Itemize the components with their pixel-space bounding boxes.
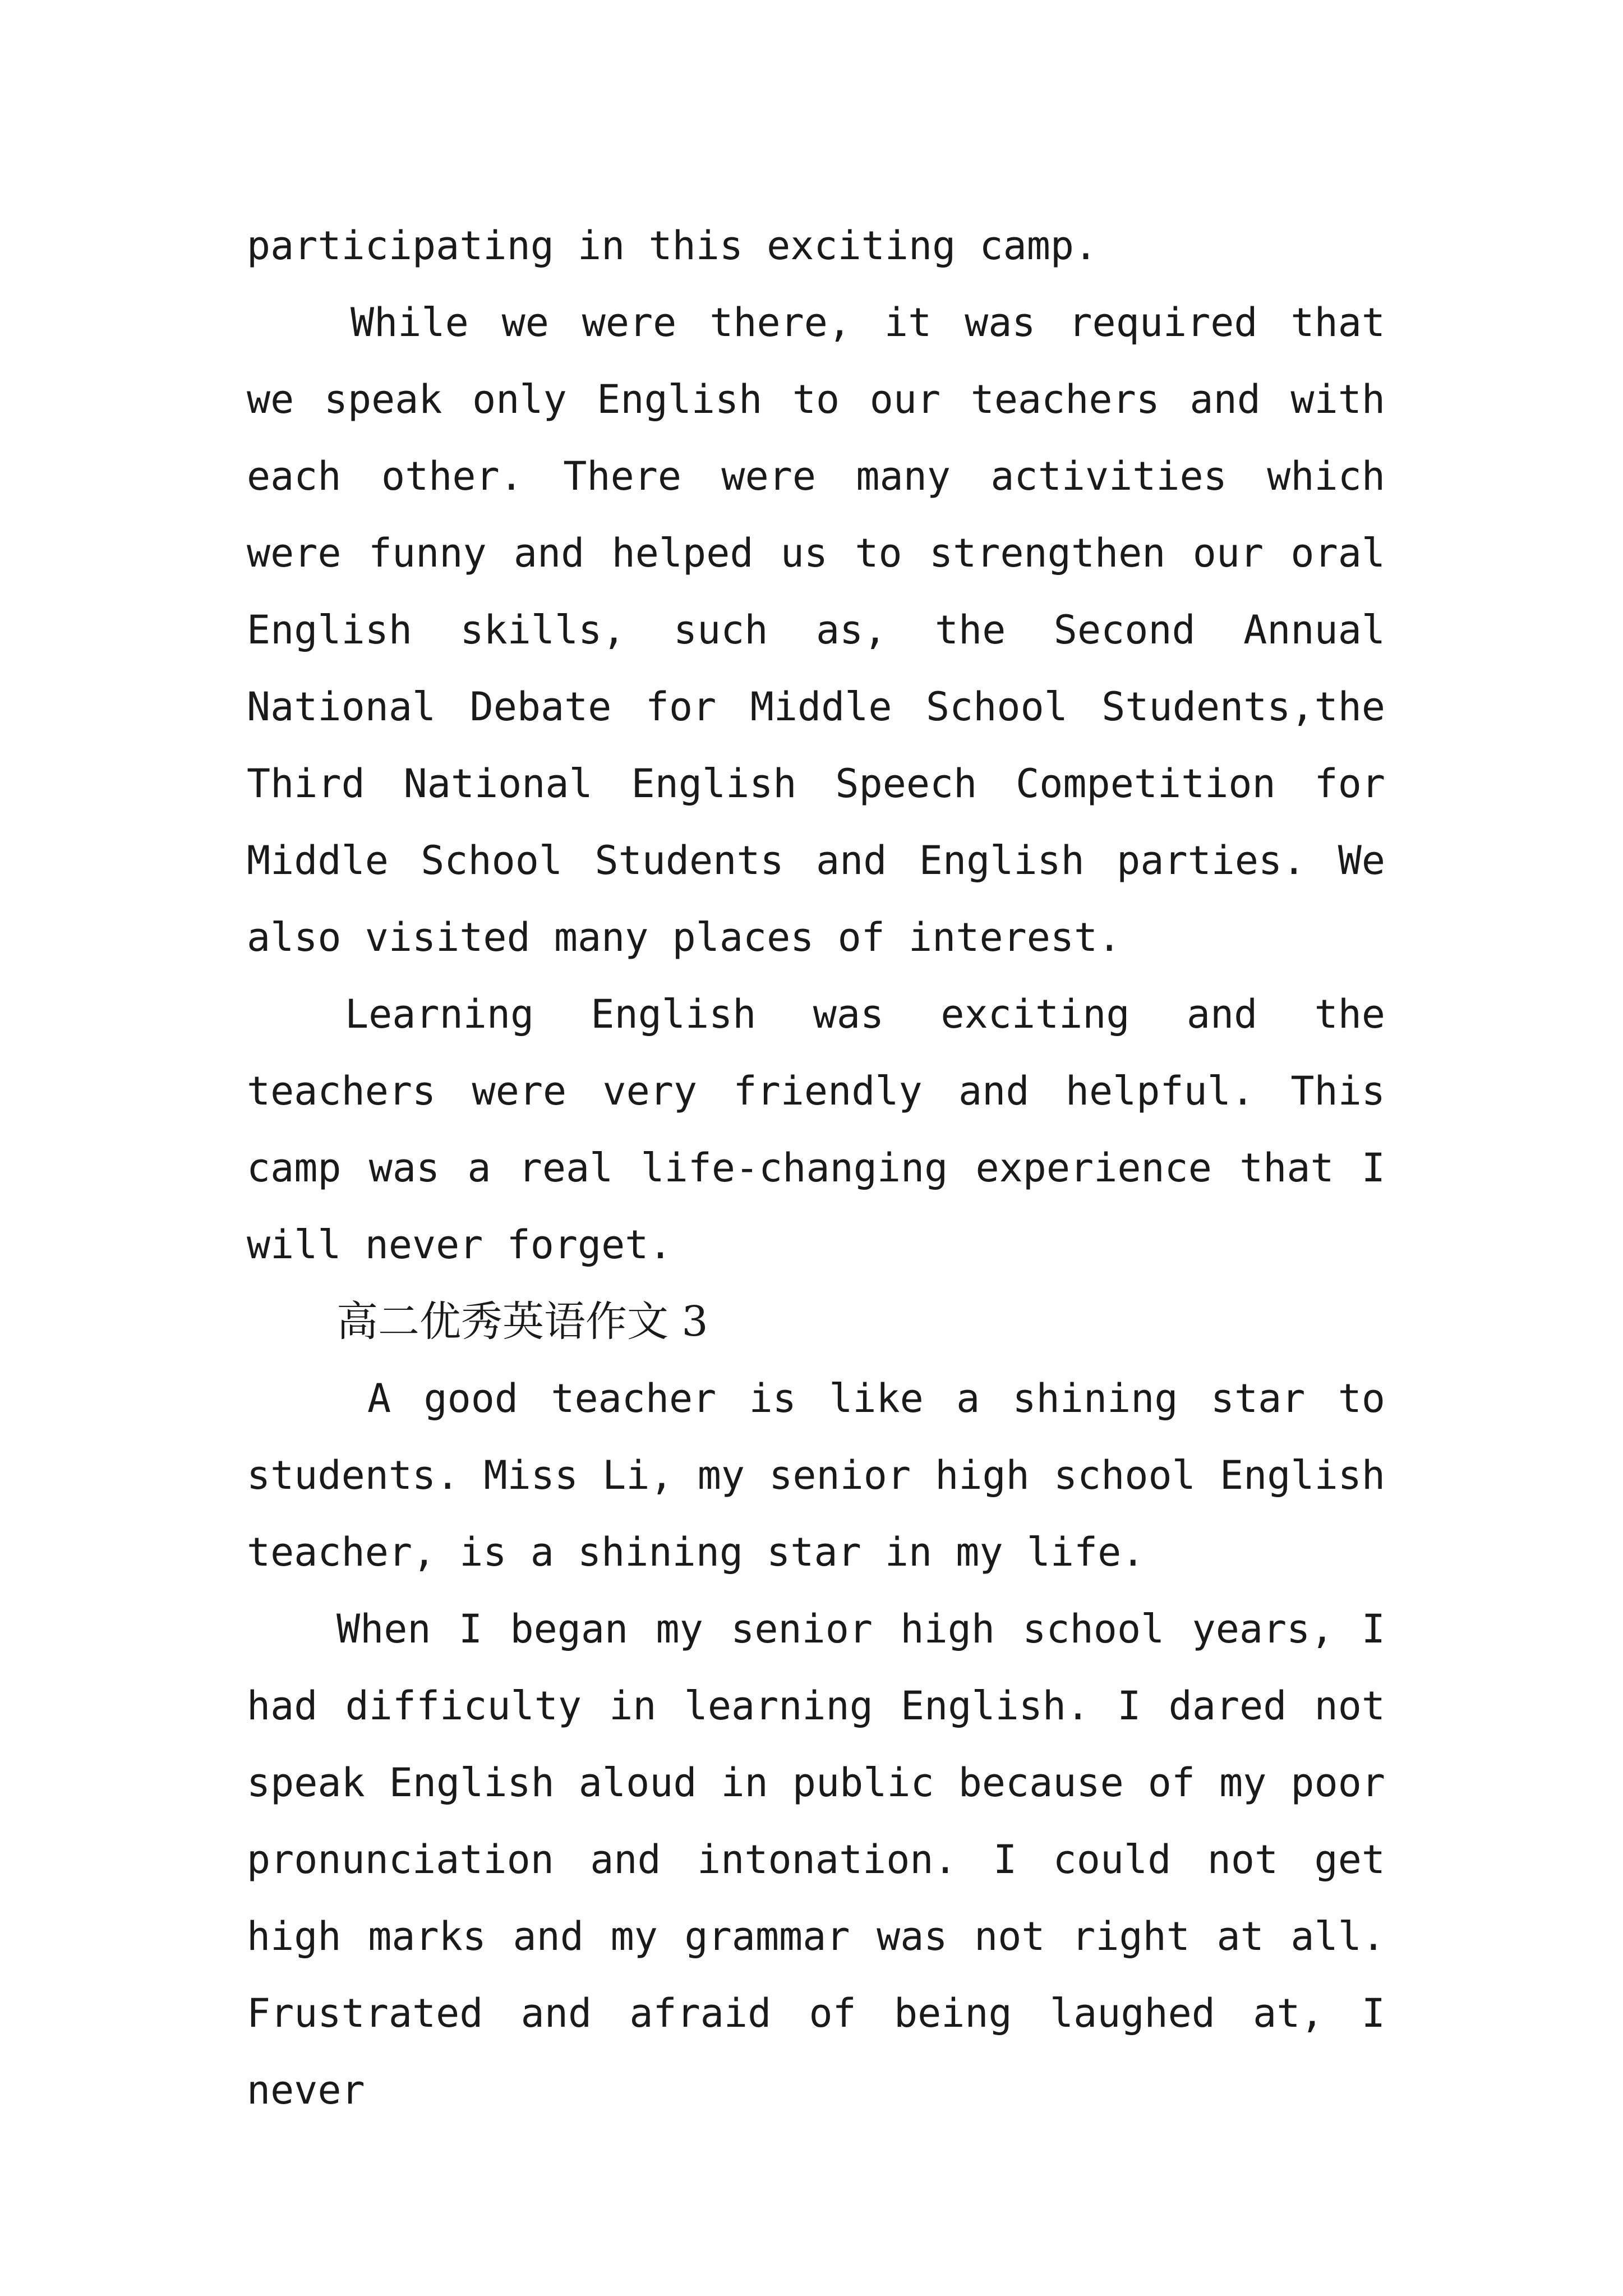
paragraph-learning-difficulty: When I began my senior high school years, I had difficulty in learning English. I dared not speak English aloud in public because of my poor pronunciation and intonation. I could not get high marks and my grammar was not right at all. Frustrated and afraid of being laughed at, I never [247,1606,1385,2113]
document-body [247,208,1385,2129]
paragraph-camp-ending: participating in this exciting camp. [247,223,1098,269]
paragraph-camp-activities: While we were there, it was required that we speak only English to our teachers and with each other. There were many activities which were funny and helped us to strengthen our oral English skills, such as, the Second Annual National Debate for Middle School Students,the Third National English Speech Competition for Middle School Students and English parties. We also visited many places of interest. [247,300,1385,960]
paragraph-teacher-intro: A good teacher is like a shining star to students. Miss Li, my senior high school English teacher, is a shining star in my life. [247,1375,1385,1575]
section-heading-essay-3: 高二优秀英语作文 3 [336,1297,708,1346]
paragraph-camp-reflection: Learning English was exciting and the teachers were very friendly and helpful. This camp was a real life-changing experience that I will never forget. [247,991,1385,1268]
